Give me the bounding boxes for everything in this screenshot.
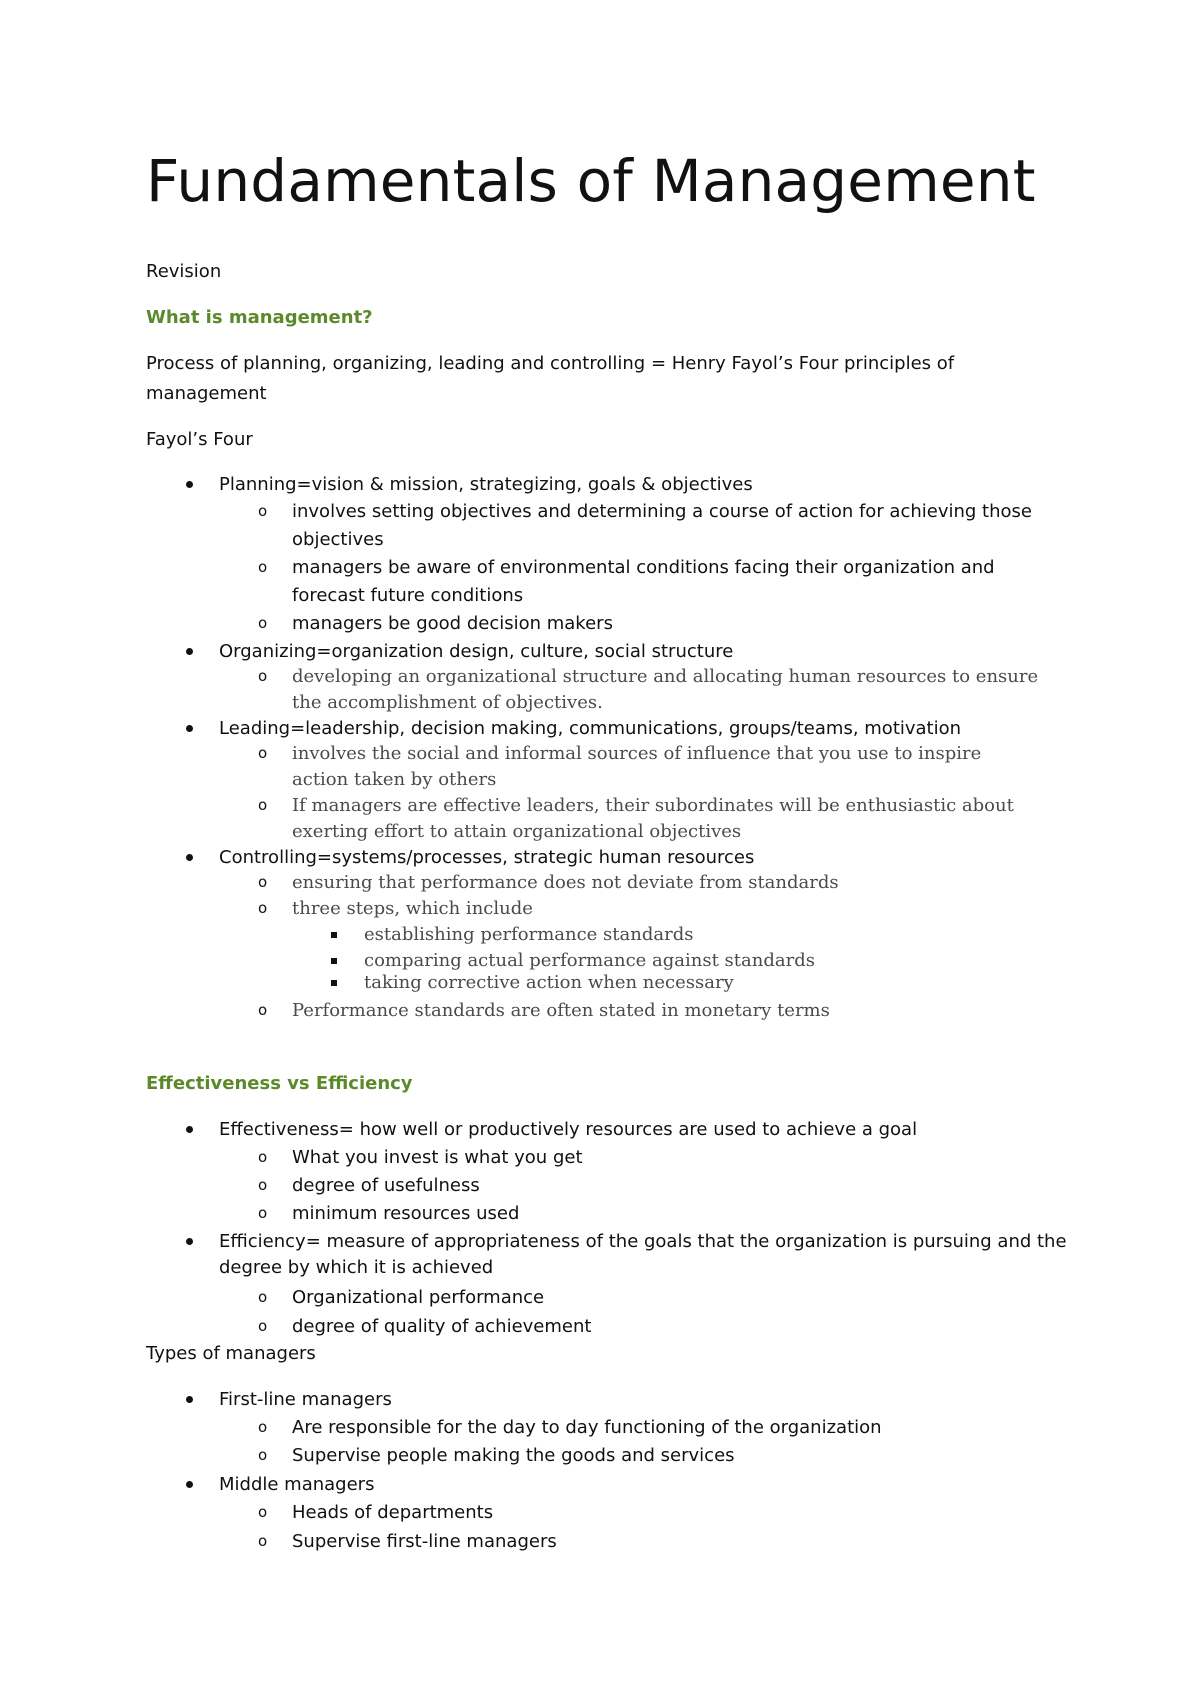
- planning-point-3: managers be good decision makers: [292, 613, 613, 634]
- bullet-circle-icon: o: [258, 873, 268, 891]
- list-item-efficiency-line1: Efficiency= measure of appropriateness of the goals that the organization is pursuing and the: [219, 1231, 1067, 1252]
- effectiveness-point-1: What you invest is what you get: [292, 1147, 583, 1168]
- controlling-point-3: Performance standards are often stated in monetary terms: [292, 1000, 830, 1021]
- process-text-line2: management: [146, 383, 267, 404]
- revision-label: Revision: [146, 261, 222, 282]
- planning-point-1-line2: objectives: [292, 529, 384, 550]
- list-item-effectiveness: Effectiveness= how well or productively resources are used to achieve a goal: [219, 1119, 918, 1140]
- leading-point-2-line2: exerting effort to attain organizational objectives: [292, 821, 742, 842]
- bullet-dot-icon: [186, 481, 193, 488]
- list-item-controlling: Controlling=systems/processes, strategic human resources: [219, 847, 755, 868]
- process-text-line1: Process of planning, organizing, leading and controlling = Henry Fayol’s Four principles of: [146, 353, 955, 374]
- controlling-step-3: taking corrective action when necessary: [364, 972, 734, 993]
- bullet-circle-icon: o: [258, 1176, 268, 1194]
- bullet-dot-icon: [186, 1126, 193, 1133]
- bullet-circle-icon: o: [258, 1148, 268, 1166]
- bullet-dot-icon: [186, 1238, 193, 1245]
- first-line-point-2: Supervise people making the goods and services: [292, 1445, 735, 1466]
- bullet-dot-icon: [186, 1481, 193, 1488]
- list-item-organizing: Organizing=organization design, culture, social structure: [219, 641, 734, 662]
- leading-point-2-line1: If managers are effective leaders, their subordinates will be enthusiastic about: [292, 795, 1014, 816]
- bullet-dot-icon: [186, 1396, 193, 1403]
- heading-what-is-management: What is management?: [146, 307, 373, 328]
- efficiency-point-1: Organizational performance: [292, 1287, 545, 1308]
- bullet-circle-icon: o: [258, 1317, 268, 1335]
- bullet-square-icon: [331, 932, 337, 938]
- bullet-circle-icon: o: [258, 614, 268, 632]
- planning-point-1-line1: involves setting objectives and determining a course of action for achieving those: [292, 501, 1032, 522]
- bullet-circle-icon: o: [258, 667, 268, 685]
- planning-point-2-line2: forecast future conditions: [292, 585, 524, 606]
- bullet-dot-icon: [186, 648, 193, 655]
- organizing-point-1-line1: developing an organizational structure and allocating human resources to ensure: [292, 666, 1039, 687]
- planning-point-2-line1: managers be aware of environmental conditions facing their organization and: [292, 557, 995, 578]
- list-item-leading: Leading=leadership, decision making, communications, groups/teams, motivation: [219, 718, 962, 739]
- bullet-dot-icon: [186, 725, 193, 732]
- list-item-planning: Planning=vision & mission, strategizing, goals & objectives: [219, 474, 753, 495]
- list-item-efficiency-line2: degree by which it is achieved: [219, 1257, 494, 1278]
- bullet-circle-icon: o: [258, 744, 268, 762]
- heading-effectiveness-vs-efficiency: Effectiveness vs Efficiency: [146, 1073, 413, 1094]
- effectiveness-point-3: minimum resources used: [292, 1203, 520, 1224]
- bullet-circle-icon: o: [258, 1503, 268, 1521]
- bullet-square-icon: [331, 980, 337, 986]
- bullet-dot-icon: [186, 854, 193, 861]
- bullet-square-icon: [331, 958, 337, 964]
- controlling-step-2: comparing actual performance against standards: [364, 950, 815, 971]
- document-title: Fundamentals of Management: [146, 147, 1036, 215]
- leading-point-1-line1: involves the social and informal sources of influence that you use to inspire: [292, 743, 982, 764]
- first-line-point-1: Are responsible for the day to day functioning of the organization: [292, 1417, 882, 1438]
- bullet-circle-icon: o: [258, 1446, 268, 1464]
- bullet-circle-icon: o: [258, 1288, 268, 1306]
- middle-point-2: Supervise first-line managers: [292, 1531, 557, 1552]
- bullet-circle-icon: o: [258, 796, 268, 814]
- fayols-four-label: Fayol’s Four: [146, 429, 253, 450]
- controlling-point-2: three steps, which include: [292, 898, 533, 919]
- controlling-step-1: establishing performance standards: [364, 924, 694, 945]
- bullet-circle-icon: o: [258, 1418, 268, 1436]
- list-item-first-line-managers: First-line managers: [219, 1389, 392, 1410]
- bullet-circle-icon: o: [258, 1001, 268, 1019]
- types-of-managers-label: Types of managers: [146, 1343, 316, 1364]
- efficiency-point-2: degree of quality of achievement: [292, 1316, 592, 1337]
- bullet-circle-icon: o: [258, 502, 268, 520]
- effectiveness-point-2: degree of usefulness: [292, 1175, 480, 1196]
- middle-point-1: Heads of departments: [292, 1502, 494, 1523]
- bullet-circle-icon: o: [258, 1204, 268, 1222]
- organizing-point-1-line2: the accomplishment of objectives.: [292, 692, 603, 713]
- bullet-circle-icon: o: [258, 899, 268, 917]
- leading-point-1-line2: action taken by others: [292, 769, 497, 790]
- list-item-middle-managers: Middle managers: [219, 1474, 375, 1495]
- bullet-circle-icon: o: [258, 558, 268, 576]
- controlling-point-1: ensuring that performance does not deviate from standards: [292, 872, 839, 893]
- bullet-circle-icon: o: [258, 1532, 268, 1550]
